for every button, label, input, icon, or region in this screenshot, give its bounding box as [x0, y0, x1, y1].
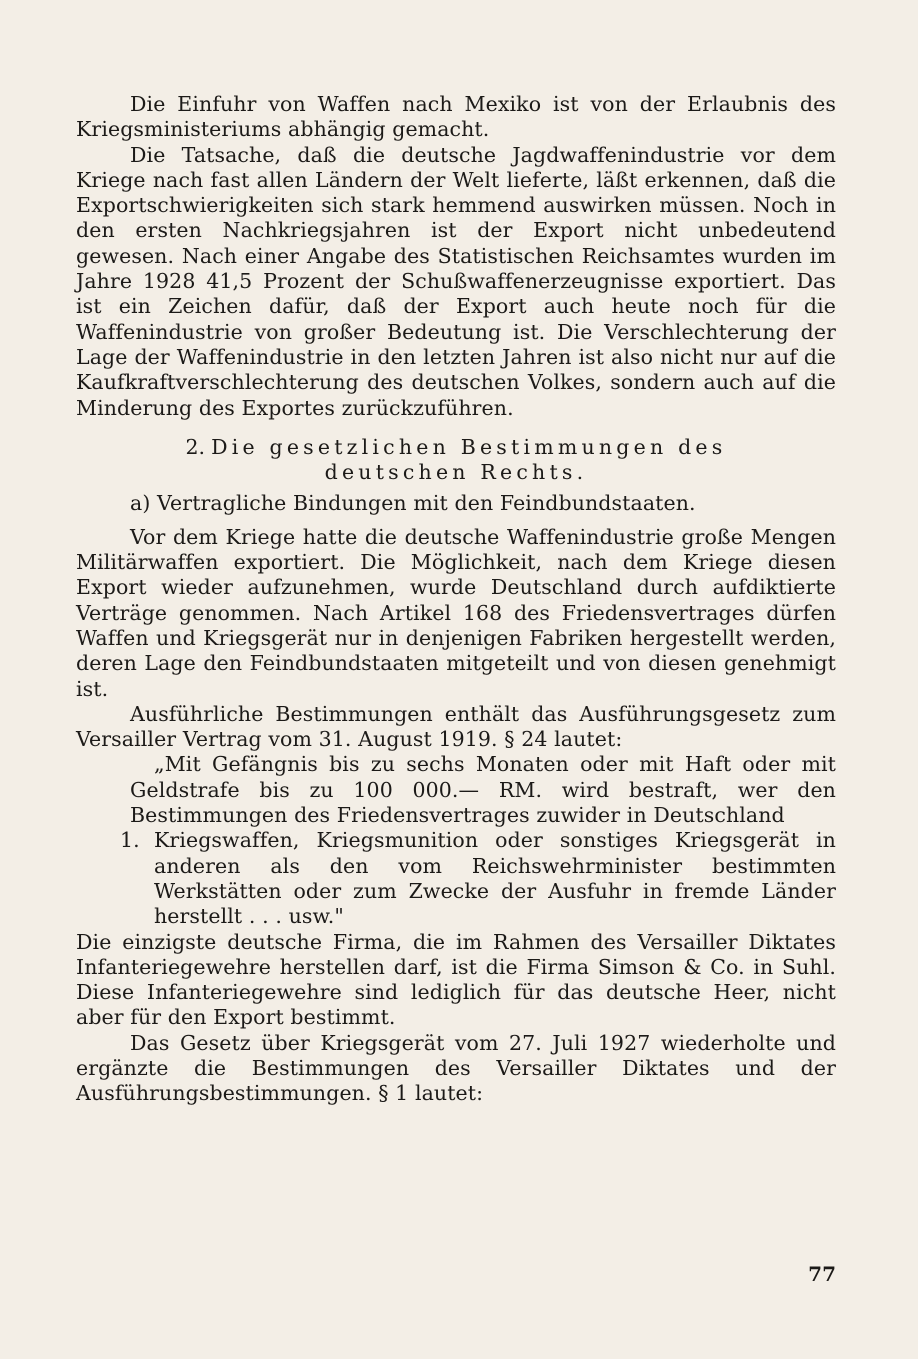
page-body [76, 92, 836, 1107]
page-number: 77 [808, 1262, 836, 1286]
section-heading [76, 435, 836, 486]
subsection-heading: a) Vertragliche Bindungen mit den Feindbundstaaten. [130, 491, 696, 516]
quote-list-item-number: 1. [120, 828, 140, 853]
paragraph-militaerwaffen: Vor dem Kriege hatte die deutsche Waffenindustrie große Mengen Militärwaffen exportiert. Die Möglichkeit, nach dem Kriege diesen Export wieder aufzunehmen, wurde Deutschland durch aufdiktierte Verträge genommen. Nach Artikel 168 des Friedensvertrages dürfen Waffen und Kriegsgerät nur in denjenigen Fabriken hergestellt werden, deren Lage den Feindbundstaaten mitgeteilt und von diesen genehmigt ist. [76, 524, 836, 701]
paragraph-mexiko: Die Einfuhr von Waffen nach Mexiko ist von der Erlaubnis des Kriegsministeriums abhängig gemacht. [76, 92, 836, 142]
paragraph-kriegsgeraet-gesetz: Das Gesetz über Kriegsgerät vom 27. Juli 1927 wiederholte und ergänzte die Bestimmungen des Versailler Diktates und der Ausführungsbestimmungen. § 1 lautet: [76, 1030, 836, 1106]
paragraph-jagdwaffenindustrie: Die Tatsache, daß die deutsche Jagdwaffenindustrie vor dem Kriege nach fast allen Ländern der Welt lieferte, läßt erkennen, daß die Exportschwierigkeiten sich stark hemmend auswirken müssen. Noch in den ersten Nachkriegsjahren ist der Export nicht unbedeutend gewesen. Nach einer Angabe des Statistischen Reichsamtes wurden im Jahre 1928 41,5 Prozent der Schußwaffenerzeugnisse exportiert. Das ist ein Zeichen dafür, daß der Export auch heute noch für die Waffenindustrie von großer Bedeutung ist. Die Verschlechterung der Lage der Waffenindustrie in den letzten Jahren ist also nicht nur auf die Kaufkraftverschlechterung des deutschen Volkes, sondern auch auf die Minderung des Exportes zurückzuführen. [76, 142, 836, 420]
section-number: 2. [185, 434, 206, 459]
quote-paragraph-24: „Mit Gefängnis bis zu sechs Monaten oder mit Haft oder mit Geldstrafe bis zu 100 000.— RM. wird bestraft, wer den Bestimmungen des Friedensvertrages zuwider in Deutschland [130, 752, 836, 828]
quote-list-item-text: Kriegswaffen, Kriegsmunition oder sonstiges Kriegsgerät in anderen als den vom Reichswehrminister bestimmten Werkstätten oder zum Zwecke der Ausfuhr in fremde Länder herstellt . . . usw." [154, 828, 836, 929]
paragraph-simson: Die einzigste deutsche Firma, die im Rahmen des Versailler Diktates Infanteriegewehre herstellen darf, ist die Firma Simson & Co. in Suhl. Diese Infanteriegewehre sind lediglich für das deutsche Heer, nicht aber für den Export bestimmt. [76, 929, 836, 1030]
quote-list-item [76, 828, 836, 929]
section-heading-line-1 [76, 435, 836, 460]
section-title-part-1: Die gesetzlichen Bestimmungen des [211, 434, 727, 459]
paragraph-ausfuehrungsgesetz: Ausführliche Bestimmungen enthält das Ausführungsgesetz zum Versailler Vertrag vom 31. August 1919. § 24 lautet: [76, 701, 836, 752]
section-title-part-2: deutschen Rechts. [324, 460, 588, 485]
